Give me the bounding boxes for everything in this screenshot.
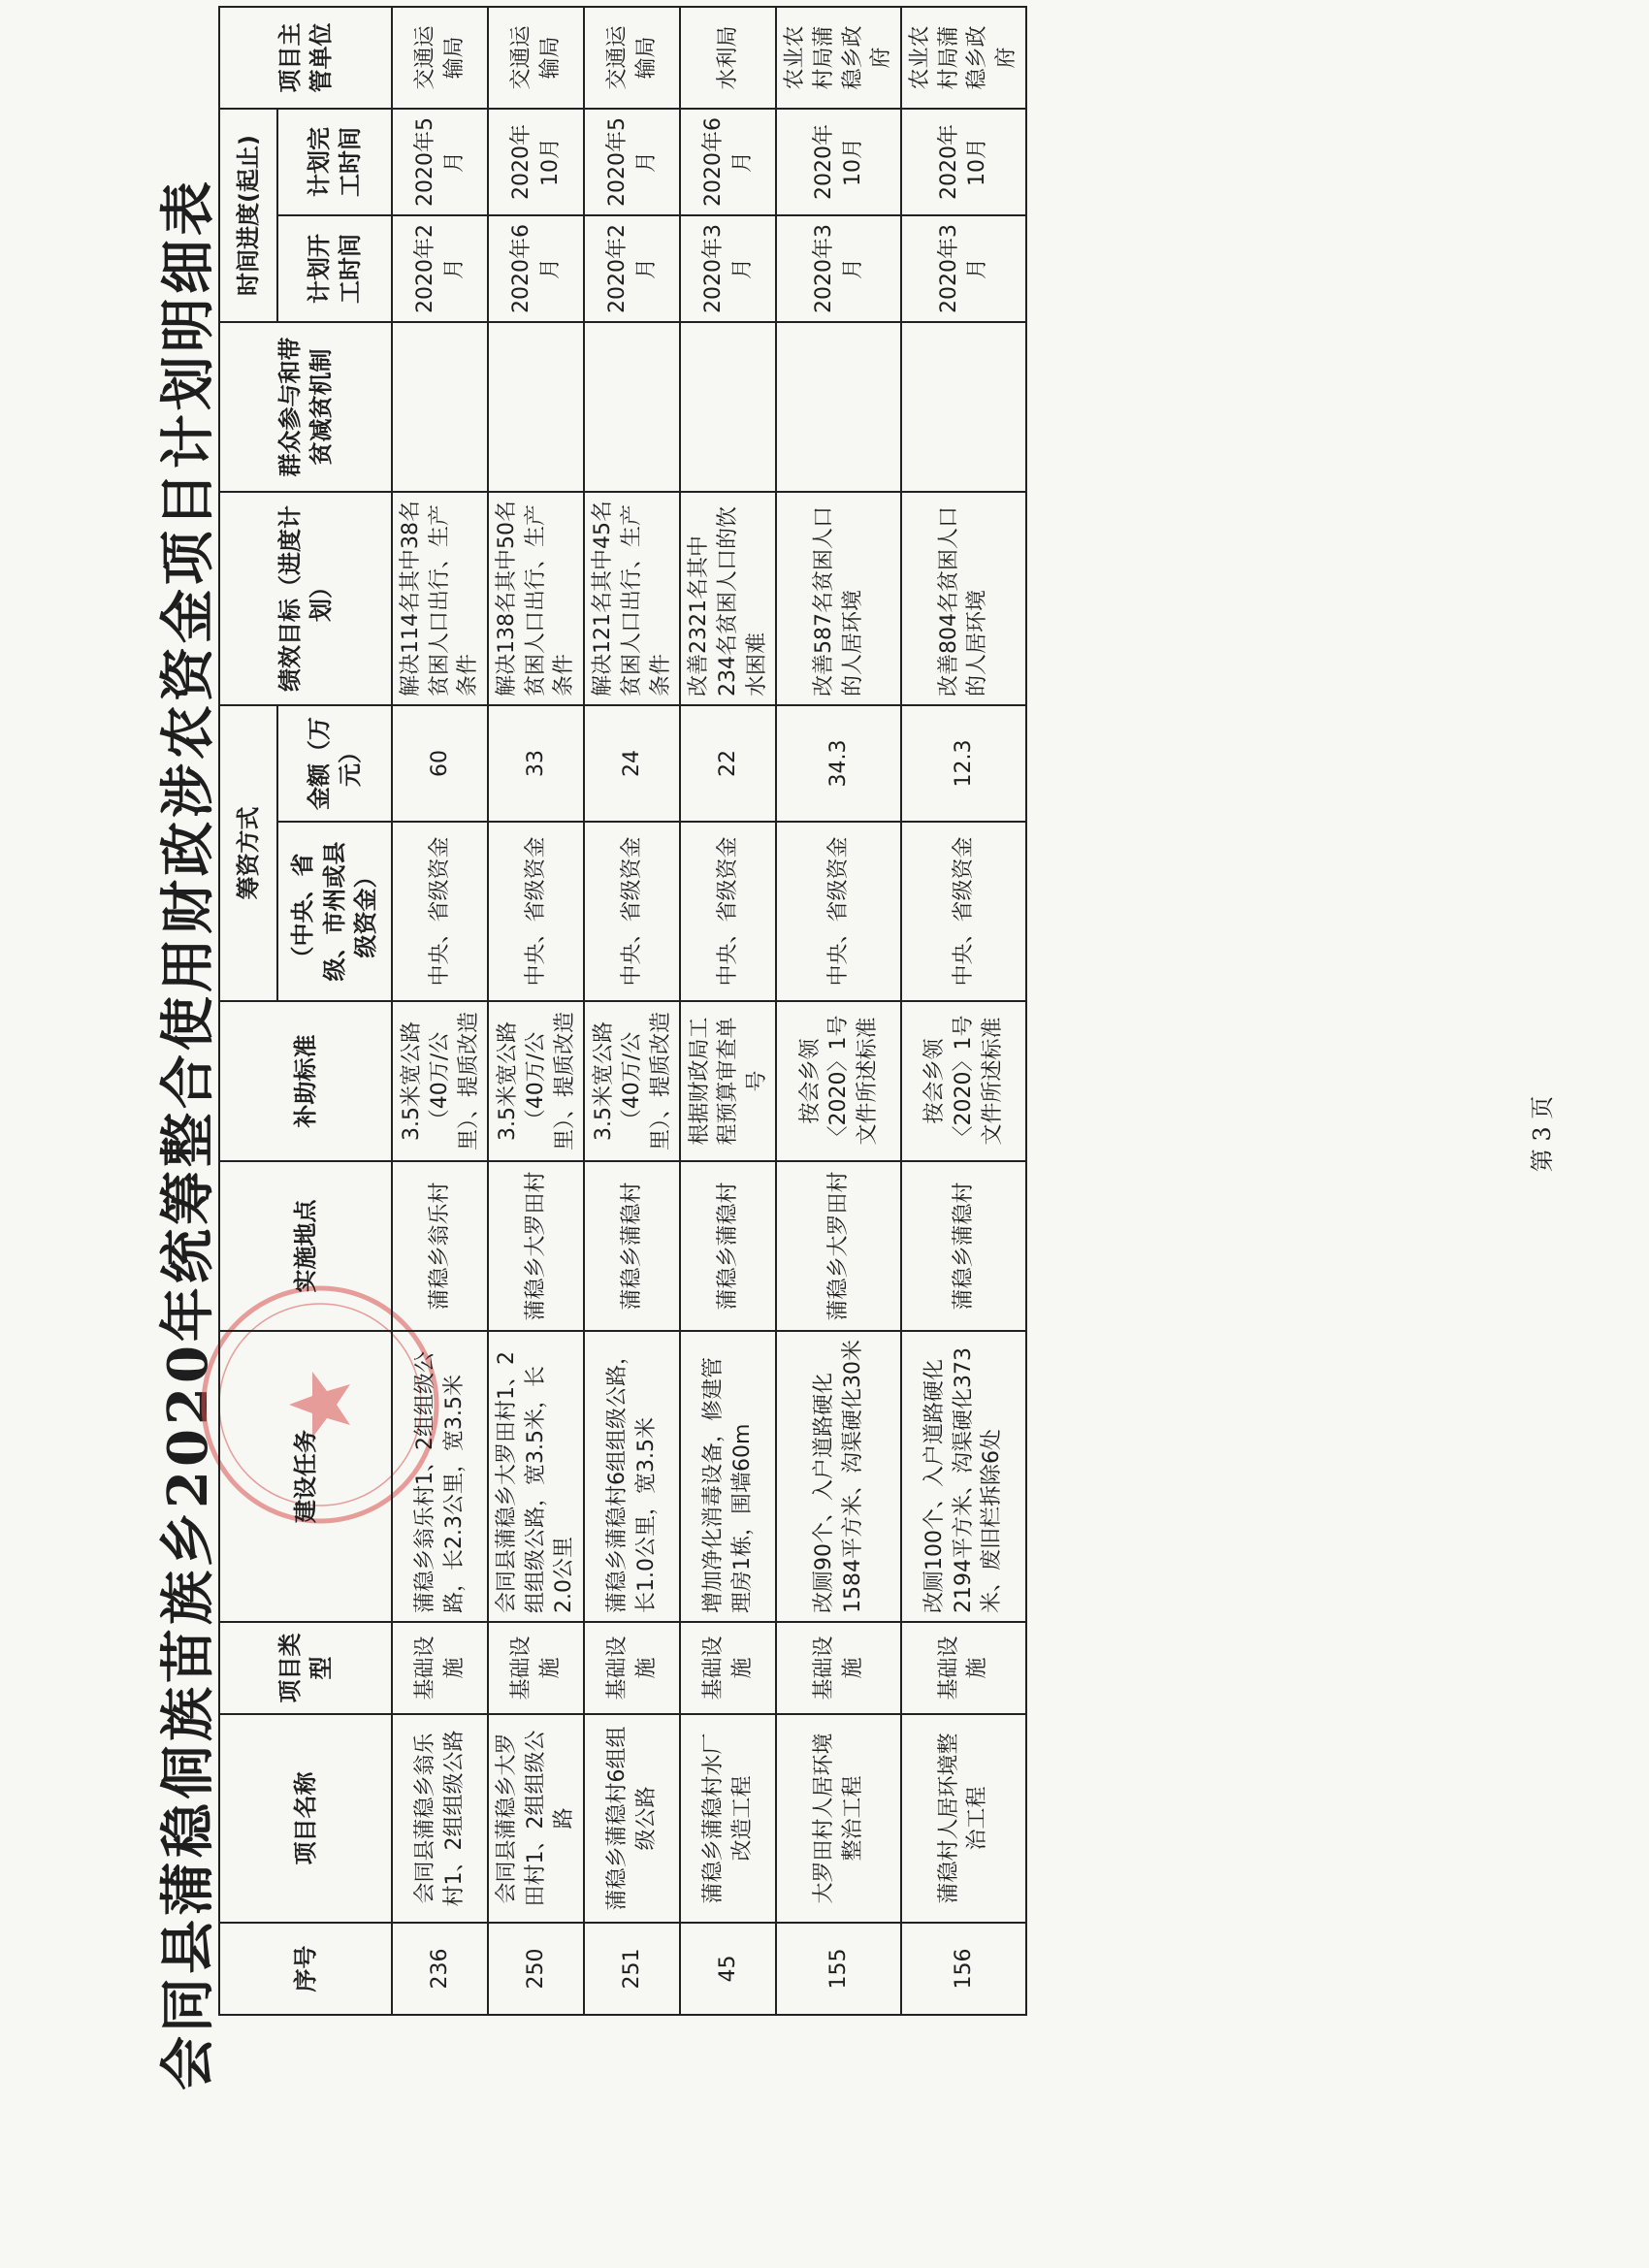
cell-name: 大罗田村人居环境整治工程 — [776, 1714, 901, 1923]
page-number: 第 3 页 — [1529, 1095, 1556, 1173]
header-seq: 序号 — [219, 1923, 392, 2015]
header-task: 建设任务 — [219, 1331, 392, 1622]
cell-mechanism — [488, 322, 584, 492]
cell-source: 中央、省级资金 — [392, 822, 488, 1001]
header-row-1 — [219, 7, 277, 2015]
cell-location: 蒲稳乡蒲稳村 — [680, 1161, 776, 1331]
cell-dept: 农业农村局蒲稳乡政府 — [901, 7, 1026, 109]
cell-dept: 水利局 — [680, 7, 776, 109]
cell-standard-text: 3.5米宽公路（40万/公里）、提质改造 — [495, 1012, 577, 1151]
cell-amount: 12.3 — [901, 705, 1026, 822]
cell-type: 基础设施 — [488, 1622, 584, 1714]
table-row — [776, 7, 901, 2015]
cell-mechanism — [901, 322, 1026, 492]
cell-start: 2020年6月 — [488, 215, 584, 322]
header-funding-group: 筹资方式 — [219, 705, 277, 1001]
cell-dept: 交通运输局 — [392, 7, 488, 109]
cell-target: 改善587名贫困人口的人居环境 — [776, 492, 901, 705]
cell-standard-text: 根据财政局工程预算审查单号 — [687, 1017, 770, 1146]
cell-dept: 交通运输局 — [488, 7, 584, 109]
cell-type: 基础设施 — [584, 1622, 680, 1714]
cell-type: 基础设施 — [392, 1622, 488, 1714]
cell-end: 2020年10月 — [776, 109, 901, 215]
header-standard: 补助标准 — [219, 1001, 392, 1161]
cell-seq: 236 — [392, 1923, 488, 2015]
document-title: 会同县蒲稳侗族苗族乡2020年统筹整合使用财政涉农资金项目计划明细表 — [156, 178, 220, 2090]
cell-target: 解决138名其中50名贫困人口出行、生产条件 — [488, 492, 584, 705]
cell-type: 基础设施 — [776, 1622, 901, 1714]
cell-name: 蒲稳乡蒲稳村6组组级公路 — [584, 1714, 680, 1923]
cell-standard-text: 按会乡领〈2020〉1号文件所述标准 — [922, 1015, 1005, 1148]
cell-amount: 60 — [392, 705, 488, 822]
cell-location: 蒲稳乡大罗田村 — [488, 1161, 584, 1331]
cell-task: 蒲稳乡蒲稳村6组组级公路，长1.0公里，宽3.5米 — [584, 1331, 680, 1622]
cell-location: 蒲稳乡蒲稳村 — [901, 1161, 1026, 1331]
cell-source: 中央、省级资金 — [776, 822, 901, 1001]
cell-task: 会同县蒲稳乡大罗田村1、2组组级公路，宽3.5米，长2.0公里 — [488, 1331, 584, 1622]
cell-end: 2020年5月 — [584, 109, 680, 215]
cell-task: 改厕90个、入户道路硬化1584平方米、沟渠硬化30米 — [776, 1331, 901, 1622]
cell-start: 2020年3月 — [680, 215, 776, 322]
cell-mechanism — [392, 322, 488, 492]
header-end: 计划完工时间 — [277, 109, 392, 215]
cell-start: 2020年2月 — [392, 215, 488, 322]
cell-name: 会同县蒲稳乡大罗田村1、2组组级公路 — [488, 1714, 584, 1923]
cell-start: 2020年3月 — [901, 215, 1026, 322]
header-schedule-group: 时间进度(起止) — [219, 109, 277, 322]
cell-seq: 156 — [901, 1923, 1026, 2015]
cell-standard — [776, 1001, 901, 1161]
header-location: 实施地点 — [219, 1161, 392, 1331]
cell-name: 会同县蒲稳乡翁乐村1、2组组级公路 — [392, 1714, 488, 1923]
cell-standard — [901, 1001, 1026, 1161]
cell-standard — [392, 1001, 488, 1161]
cell-target: 改善2321名其中234名贫困人口的饮水困难 — [680, 492, 776, 705]
project-plan-table — [218, 6, 1027, 2016]
header-target: 绩效目标（进度计划） — [219, 492, 392, 705]
cell-task: 蒲稳乡翁乐村1、2组组级公路，长2.3公里，宽3.5米 — [392, 1331, 488, 1622]
cell-end: 2020年6月 — [680, 109, 776, 215]
header-type: 项目类型 — [219, 1622, 392, 1714]
cell-location: 蒲稳乡翁乐村 — [392, 1161, 488, 1331]
cell-seq: 251 — [584, 1923, 680, 2015]
header-funding-source: （中央、省级、市州或县级资金） — [277, 822, 392, 1001]
header-name: 项目名称 — [219, 1714, 392, 1923]
cell-end: 2020年10月 — [488, 109, 584, 215]
cell-end: 2020年10月 — [901, 109, 1026, 215]
cell-start: 2020年2月 — [584, 215, 680, 322]
cell-name: 蒲稳乡蒲稳村水厂改造工程 — [680, 1714, 776, 1923]
cell-amount: 24 — [584, 705, 680, 822]
cell-target: 改善804名贫困人口的人居环境 — [901, 492, 1026, 705]
cell-seq: 250 — [488, 1923, 584, 2015]
cell-location: 蒲稳乡蒲稳村 — [584, 1161, 680, 1331]
cell-standard-text: 3.5米宽公路（40万/公里）、提质改造 — [591, 1012, 674, 1151]
cell-target: 解决114名其中38名贫困人口出行、生产条件 — [392, 492, 488, 705]
header-start: 计划开工时间 — [277, 215, 392, 322]
cell-standard-text: 按会乡领〈2020〉1号文件所述标准 — [797, 1015, 880, 1148]
cell-source: 中央、省级资金 — [584, 822, 680, 1001]
cell-seq: 45 — [680, 1923, 776, 2015]
cell-dept: 农业农村局蒲稳乡政府 — [776, 7, 901, 109]
table-row — [584, 7, 680, 2015]
cell-source: 中央、省级资金 — [680, 822, 776, 1001]
cell-amount: 34.3 — [776, 705, 901, 822]
cell-source: 中央、省级资金 — [488, 822, 584, 1001]
cell-amount: 22 — [680, 705, 776, 822]
table-row — [901, 7, 1026, 2015]
cell-start: 2020年3月 — [776, 215, 901, 322]
cell-mechanism — [776, 322, 901, 492]
cell-task: 增加净化消毒设备，修建管理房1栋，围墙60m — [680, 1331, 776, 1622]
cell-end: 2020年5月 — [392, 109, 488, 215]
cell-standard — [584, 1001, 680, 1161]
cell-target: 解决121名其中45名贫困人口出行、生产条件 — [584, 492, 680, 705]
cell-source: 中央、省级资金 — [901, 822, 1026, 1001]
cell-mechanism — [584, 322, 680, 492]
header-dept: 项目主管单位 — [219, 7, 392, 109]
header-amount: 金额（万元） — [277, 705, 392, 822]
cell-type: 基础设施 — [901, 1622, 1026, 1714]
table-row — [488, 7, 584, 2015]
cell-standard — [680, 1001, 776, 1161]
cell-dept: 交通运输局 — [584, 7, 680, 109]
cell-location: 蒲稳乡大罗田村 — [776, 1161, 901, 1331]
cell-task: 改厕100个、入户道路硬化2194平方米、沟渠硬化373米、废旧栏拆除6处 — [901, 1331, 1026, 1622]
table-row — [680, 7, 776, 2015]
cell-standard-text: 3.5米宽公路（40万/公里）、提质改造 — [399, 1012, 481, 1151]
cell-name: 蒲稳村人居环境整治工程 — [901, 1714, 1026, 1923]
cell-seq: 155 — [776, 1923, 901, 2015]
cell-standard — [488, 1001, 584, 1161]
table-row — [392, 7, 488, 2015]
header-mechanism: 群众参与和带贫减贫机制 — [219, 322, 392, 492]
cell-amount: 33 — [488, 705, 584, 822]
cell-type: 基础设施 — [680, 1622, 776, 1714]
cell-mechanism — [680, 322, 776, 492]
